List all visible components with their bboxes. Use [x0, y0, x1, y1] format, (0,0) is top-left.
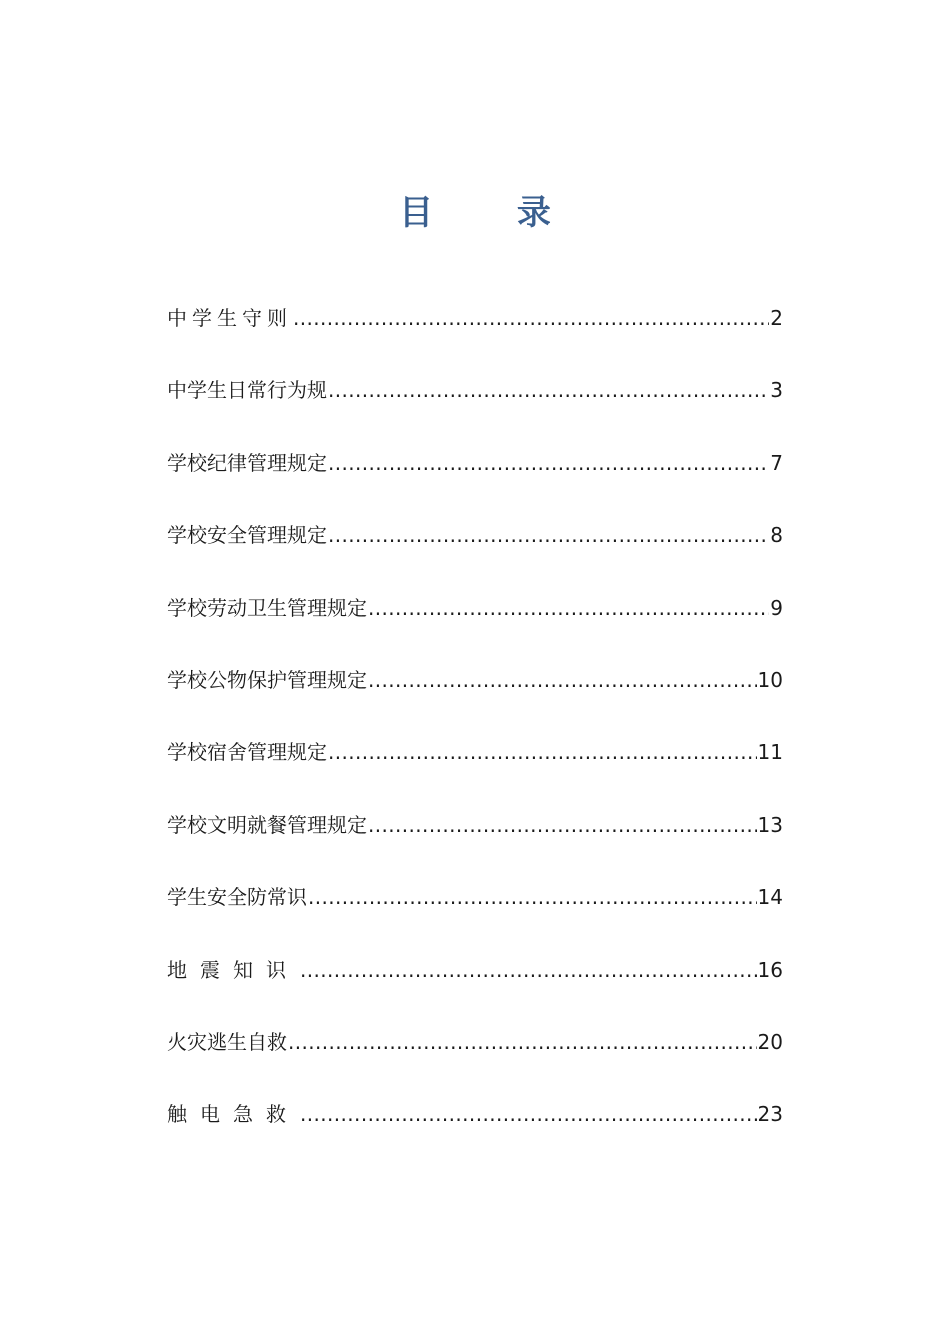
toc-entry[interactable] — [167, 438, 783, 510]
toc-entry-page: 2 — [770, 306, 783, 330]
toc-entry-label: 学生安全防常识 — [167, 885, 307, 910]
dot-leader — [368, 583, 769, 633]
toc-entry[interactable] — [167, 510, 783, 582]
toc-entry-label: 触电急救 — [167, 1102, 299, 1127]
dot-leader — [368, 800, 757, 850]
toc-entry[interactable] — [167, 945, 783, 1017]
toc-entry-page: 14 — [757, 885, 783, 910]
toc-entry-page: 13 — [757, 812, 783, 837]
dot-leader — [300, 1089, 757, 1139]
toc-entry-page: 7 — [770, 450, 783, 475]
toc-entry-page: 9 — [770, 595, 783, 620]
dot-leader — [293, 293, 769, 343]
toc-entry-page: 8 — [770, 523, 783, 548]
toc-entry[interactable] — [167, 293, 783, 365]
dot-leader — [288, 1017, 757, 1067]
toc-entry-page: 10 — [757, 667, 783, 692]
toc-entry-label: 学校公物保护管理规定 — [167, 667, 367, 692]
toc-entry-label: 地震知识 — [167, 957, 299, 982]
dot-leader — [308, 872, 757, 922]
toc-entry[interactable] — [167, 655, 783, 727]
dot-leader — [328, 727, 757, 777]
toc-entry-label: 中学生守则 — [167, 306, 292, 330]
toc-entry[interactable] — [167, 1089, 783, 1161]
toc-entry-page: 11 — [757, 740, 783, 765]
toc-entry[interactable] — [167, 800, 783, 872]
toc-entry-label: 学校文明就餐管理规定 — [167, 812, 367, 837]
toc-entry-label: 学校安全管理规定 — [167, 523, 327, 548]
toc-entry[interactable] — [167, 872, 783, 944]
toc-entry-page: 16 — [757, 957, 783, 982]
dot-leader — [368, 655, 757, 705]
toc-entry[interactable] — [167, 1017, 783, 1089]
toc-entry-page: 23 — [757, 1102, 783, 1127]
table-of-contents — [167, 293, 783, 1162]
toc-entry-label: 火灾逃生自救 — [167, 1029, 287, 1054]
dot-leader — [328, 365, 769, 415]
toc-entry[interactable] — [167, 583, 783, 655]
dot-leader — [300, 945, 757, 995]
dot-leader — [328, 438, 769, 488]
toc-title: 目 录 — [399, 193, 587, 233]
toc-entry[interactable] — [167, 365, 783, 437]
dot-leader — [328, 510, 769, 560]
toc-entry-label: 学校劳动卫生管理规定 — [167, 595, 367, 620]
toc-entry-label: 学校纪律管理规定 — [167, 450, 327, 475]
toc-entry-label: 学校宿舍管理规定 — [167, 740, 327, 765]
toc-entry[interactable] — [167, 727, 783, 799]
toc-entry-page: 20 — [757, 1029, 783, 1054]
toc-entry-page: 3 — [770, 378, 783, 403]
toc-entry-label: 中学生日常行为规 — [167, 378, 327, 403]
